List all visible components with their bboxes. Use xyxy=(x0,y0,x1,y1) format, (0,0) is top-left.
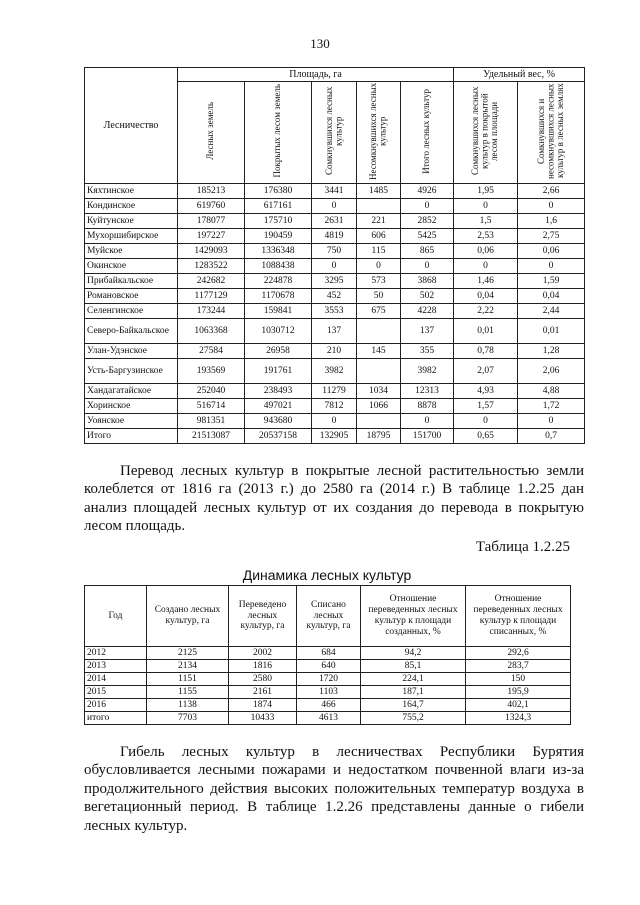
table-cell: 26958 xyxy=(245,344,312,359)
table-cell: 1,95 xyxy=(454,184,518,199)
table-cell: 173244 xyxy=(178,304,245,319)
header-col: Несомкнувшихся лесных культур xyxy=(357,82,401,184)
table-cell: 27584 xyxy=(178,344,245,359)
table-cell: 1283522 xyxy=(178,259,245,274)
table-cell: 1336348 xyxy=(245,244,312,259)
table-cell: 2852 xyxy=(401,214,454,229)
table-cell: 2125 xyxy=(147,647,229,660)
paragraph-losses: Гибель лесных культур в лесничествах Республики Бурятия обусловливается лесными пожарами и недостатком почвенной влаги из-за продолжительного действия высоких положительных температур воздуха в вегетационный период. В таблице 1.2.26 представлены данные о гибели лесных культур. xyxy=(84,744,584,834)
forestry-name-cell: Окинское xyxy=(85,259,178,274)
table-row xyxy=(85,319,585,344)
table-cell: 0,04 xyxy=(518,289,585,304)
table-cell: 12313 xyxy=(401,384,454,399)
table-cell: 2,07 xyxy=(454,359,518,384)
table-cell: 675 xyxy=(357,304,401,319)
table-cell: 3982 xyxy=(312,359,357,384)
table-cell: 178077 xyxy=(178,214,245,229)
forestry-name-cell: Хандагатайское xyxy=(85,384,178,399)
table-cell: 195,9 xyxy=(466,686,571,699)
table-cell: 4,88 xyxy=(518,384,585,399)
table-cell: 2002 xyxy=(229,647,297,660)
table-cell: 0 xyxy=(312,414,357,429)
table-cell: 1170678 xyxy=(245,289,312,304)
table-cell: 452 xyxy=(312,289,357,304)
table-body xyxy=(85,184,585,444)
table-cell: 145 xyxy=(357,344,401,359)
table-cell: 85,1 xyxy=(361,660,466,673)
table-cell: 402,1 xyxy=(466,699,571,712)
table-cell: 1816 xyxy=(229,660,297,673)
forestry-name-cell: Хоринское xyxy=(85,399,178,414)
table-cell: 221 xyxy=(357,214,401,229)
table-cell: 573 xyxy=(357,274,401,289)
table-row xyxy=(85,229,585,244)
page-number: 130 xyxy=(310,36,330,51)
header-ratio-written-off: Отношение переведенных лесных культур к площади списанных, % xyxy=(466,586,571,647)
table-cell: 115 xyxy=(357,244,401,259)
table-row xyxy=(85,429,585,444)
forestry-name-cell: Усть-Баргузинское xyxy=(85,359,178,384)
table-cell: 21513087 xyxy=(178,429,245,444)
header-written-off: Списано лесных культур, га xyxy=(297,586,361,647)
table-cell: 1720 xyxy=(297,673,361,686)
table-cell: 7812 xyxy=(312,399,357,414)
table-cell: 0 xyxy=(454,199,518,214)
table-cell: 0 xyxy=(518,199,585,214)
table-row xyxy=(85,647,571,660)
table-cell: 502 xyxy=(401,289,454,304)
table-row xyxy=(85,259,585,274)
forestry-name-cell: Прибайкальское xyxy=(85,274,178,289)
header-col: Лесных земель xyxy=(178,82,245,184)
table-cell: 0 xyxy=(454,259,518,274)
table-cell: 150 xyxy=(466,673,571,686)
table-row xyxy=(85,414,585,429)
table-row xyxy=(85,359,585,384)
table-cell: 1,46 xyxy=(454,274,518,289)
table-cell: 20537158 xyxy=(245,429,312,444)
table-cell: 0 xyxy=(401,414,454,429)
table-cell: 1,28 xyxy=(518,344,585,359)
table-cell: 283,7 xyxy=(466,660,571,673)
table-cell: 0 xyxy=(518,259,585,274)
table-row xyxy=(85,199,585,214)
table-cell: 1429093 xyxy=(178,244,245,259)
table-cell: 2161 xyxy=(229,686,297,699)
table-cell: 0 xyxy=(454,414,518,429)
table-cell: 640 xyxy=(297,660,361,673)
year-cell: 2012 xyxy=(85,647,147,660)
table-row xyxy=(85,244,585,259)
year-cell: 2014 xyxy=(85,673,147,686)
table-cell: 0 xyxy=(401,199,454,214)
table-cell: 684 xyxy=(297,647,361,660)
table-cell: 137 xyxy=(312,319,357,344)
table-cell: 11279 xyxy=(312,384,357,399)
header-transferred: Переведено лесных культур, га xyxy=(229,586,297,647)
table-cell xyxy=(357,199,401,214)
table-cell: 238493 xyxy=(245,384,312,399)
table-cell: 606 xyxy=(357,229,401,244)
table-cell: 497021 xyxy=(245,399,312,414)
table-row xyxy=(85,384,585,399)
table-cell: 3441 xyxy=(312,184,357,199)
header-forestry: Лесничество xyxy=(85,68,178,184)
table-cell: 5425 xyxy=(401,229,454,244)
table-cell: 1066 xyxy=(357,399,401,414)
table-cell: 224,1 xyxy=(361,673,466,686)
year-cell: итого xyxy=(85,712,147,725)
table-cell: 1155 xyxy=(147,686,229,699)
forestry-name-cell: Северо-Байкальское xyxy=(85,319,178,344)
table-cell: 0 xyxy=(312,199,357,214)
table-cell: 2631 xyxy=(312,214,357,229)
table-cell: 4228 xyxy=(401,304,454,319)
header-col: Сомкнувшихся лесных культур в покрытой лесом площади xyxy=(454,82,518,184)
table-cell: 176380 xyxy=(245,184,312,199)
table-cell: 164,7 xyxy=(361,699,466,712)
table-cell: 1063368 xyxy=(178,319,245,344)
table-cell: 619760 xyxy=(178,199,245,214)
table-cell: 1030712 xyxy=(245,319,312,344)
table-cell: 190459 xyxy=(245,229,312,244)
forestry-name-cell: Куйтунское xyxy=(85,214,178,229)
table-cell: 1,72 xyxy=(518,399,585,414)
table-cell: 132905 xyxy=(312,429,357,444)
table-cell: 4926 xyxy=(401,184,454,199)
table-cell: 516714 xyxy=(178,399,245,414)
table-cell: 10433 xyxy=(229,712,297,725)
table-cell: 755,2 xyxy=(361,712,466,725)
year-cell: 2013 xyxy=(85,660,147,673)
table-cell: 7703 xyxy=(147,712,229,725)
table-row xyxy=(85,660,571,673)
table-cell: 1324,3 xyxy=(466,712,571,725)
table-cell: 1,59 xyxy=(518,274,585,289)
table-cell: 185213 xyxy=(178,184,245,199)
header-created: Создано лесных культур, га xyxy=(147,586,229,647)
table-cell: 1177129 xyxy=(178,289,245,304)
table-cell: 0,01 xyxy=(518,319,585,344)
forestry-name-cell: Уоянское xyxy=(85,414,178,429)
table-cell: 242682 xyxy=(178,274,245,289)
table-cell: 2,44 xyxy=(518,304,585,319)
table-cell: 750 xyxy=(312,244,357,259)
table-title: Динамика лесных культур xyxy=(242,567,412,583)
header-col: Сомкнувшихся и несомкнувшихся лесных культур в лесных землях xyxy=(518,82,585,184)
table-cell: 4819 xyxy=(312,229,357,244)
table-cell: 3982 xyxy=(401,359,454,384)
table-row xyxy=(85,184,585,199)
forestry-name-cell: Кяхтинское xyxy=(85,184,178,199)
table-cell: 1874 xyxy=(229,699,297,712)
forestry-area-table xyxy=(84,67,585,444)
table-cell: 159841 xyxy=(245,304,312,319)
table-body xyxy=(85,647,571,725)
table-cell: 1485 xyxy=(357,184,401,199)
table-cell: 2,06 xyxy=(518,359,585,384)
table-cell: 18795 xyxy=(357,429,401,444)
table-cell: 224878 xyxy=(245,274,312,289)
table-cell xyxy=(357,359,401,384)
table-row xyxy=(85,344,585,359)
table-cell: 1,5 xyxy=(454,214,518,229)
table-number-label: Таблица 1.2.25 xyxy=(475,539,570,555)
table-cell xyxy=(357,319,401,344)
table-cell: 1,6 xyxy=(518,214,585,229)
year-cell: 2015 xyxy=(85,686,147,699)
table-cell: 3868 xyxy=(401,274,454,289)
table-cell: 1103 xyxy=(297,686,361,699)
table-row xyxy=(85,214,585,229)
table-row xyxy=(85,289,585,304)
table-cell: 2,22 xyxy=(454,304,518,319)
table-cell: 0 xyxy=(312,259,357,274)
year-cell: 2016 xyxy=(85,699,147,712)
table-cell: 94,2 xyxy=(361,647,466,660)
table-cell: 3295 xyxy=(312,274,357,289)
table-cell: 2,53 xyxy=(454,229,518,244)
table-row xyxy=(85,686,571,699)
table-cell: 1138 xyxy=(147,699,229,712)
table-cell: 193569 xyxy=(178,359,245,384)
table-row xyxy=(85,712,571,725)
table-cell: 0,78 xyxy=(454,344,518,359)
table-cell: 1,57 xyxy=(454,399,518,414)
table-cell: 2,75 xyxy=(518,229,585,244)
table-cell: 1034 xyxy=(357,384,401,399)
paragraph-transfer: Перевод лесных культур в покрытые лесной растительностью земли колеблется от 1816 га (2013 г.) до 2580 га (2014 г.) В таблице 1.2.25 дан анализ площадей лесных культур от их создания до перевода в покрытую лесом площадь. xyxy=(84,463,584,535)
forestry-name-cell: Кондинское xyxy=(85,199,178,214)
forestry-name-cell: Мухоршибирское xyxy=(85,229,178,244)
forestry-name-cell: Романовское xyxy=(85,289,178,304)
header-col: Сомкнувшихся лесных культур xyxy=(312,82,357,184)
header-col: Итого лесных культур xyxy=(401,82,454,184)
header-ratio-created: Отношение переведенных лесных культур к площади созданных, % xyxy=(361,586,466,647)
header-col: Покрытых лесом земель xyxy=(245,82,312,184)
header-area-group: Площадь, га xyxy=(178,68,454,82)
table-cell: 0,65 xyxy=(454,429,518,444)
forestry-name-cell: Селенгинское xyxy=(85,304,178,319)
table-cell: 355 xyxy=(401,344,454,359)
table-cell: 2,66 xyxy=(518,184,585,199)
forestry-name-cell: Улан-Удэнское xyxy=(85,344,178,359)
table-cell xyxy=(357,414,401,429)
table-cell: 981351 xyxy=(178,414,245,429)
table-cell: 187,1 xyxy=(361,686,466,699)
table-cell: 0 xyxy=(357,259,401,274)
table-cell: 0,7 xyxy=(518,429,585,444)
table-cell: 175710 xyxy=(245,214,312,229)
table-row xyxy=(85,673,571,686)
header-weight-group: Удельный вес, % xyxy=(454,68,585,82)
table-cell: 1088438 xyxy=(245,259,312,274)
forest-culture-dynamics-table xyxy=(84,585,571,725)
table-cell: 865 xyxy=(401,244,454,259)
table-row xyxy=(85,304,585,319)
header-year: Год xyxy=(85,586,147,647)
table-cell: 0,01 xyxy=(454,319,518,344)
table-cell: 2134 xyxy=(147,660,229,673)
table-cell: 4613 xyxy=(297,712,361,725)
table-row xyxy=(85,274,585,289)
forestry-name-cell: Муйское xyxy=(85,244,178,259)
table-cell: 4,93 xyxy=(454,384,518,399)
forestry-name-cell: Итого xyxy=(85,429,178,444)
table-cell: 292,6 xyxy=(466,647,571,660)
table-cell: 617161 xyxy=(245,199,312,214)
table-cell: 466 xyxy=(297,699,361,712)
table-cell: 0 xyxy=(518,414,585,429)
table-cell: 252040 xyxy=(178,384,245,399)
table-cell: 197227 xyxy=(178,229,245,244)
table-row xyxy=(85,699,571,712)
table-cell: 50 xyxy=(357,289,401,304)
table-cell: 137 xyxy=(401,319,454,344)
table-cell: 191761 xyxy=(245,359,312,384)
table-cell: 2580 xyxy=(229,673,297,686)
table-cell: 0,04 xyxy=(454,289,518,304)
table-row xyxy=(85,399,585,414)
table-cell: 3553 xyxy=(312,304,357,319)
table-cell: 8878 xyxy=(401,399,454,414)
table-cell: 943680 xyxy=(245,414,312,429)
table-cell: 210 xyxy=(312,344,357,359)
table-cell: 151700 xyxy=(401,429,454,444)
table-cell: 0 xyxy=(401,259,454,274)
table-cell: 0,06 xyxy=(454,244,518,259)
table-cell: 0,06 xyxy=(518,244,585,259)
table-cell: 1151 xyxy=(147,673,229,686)
